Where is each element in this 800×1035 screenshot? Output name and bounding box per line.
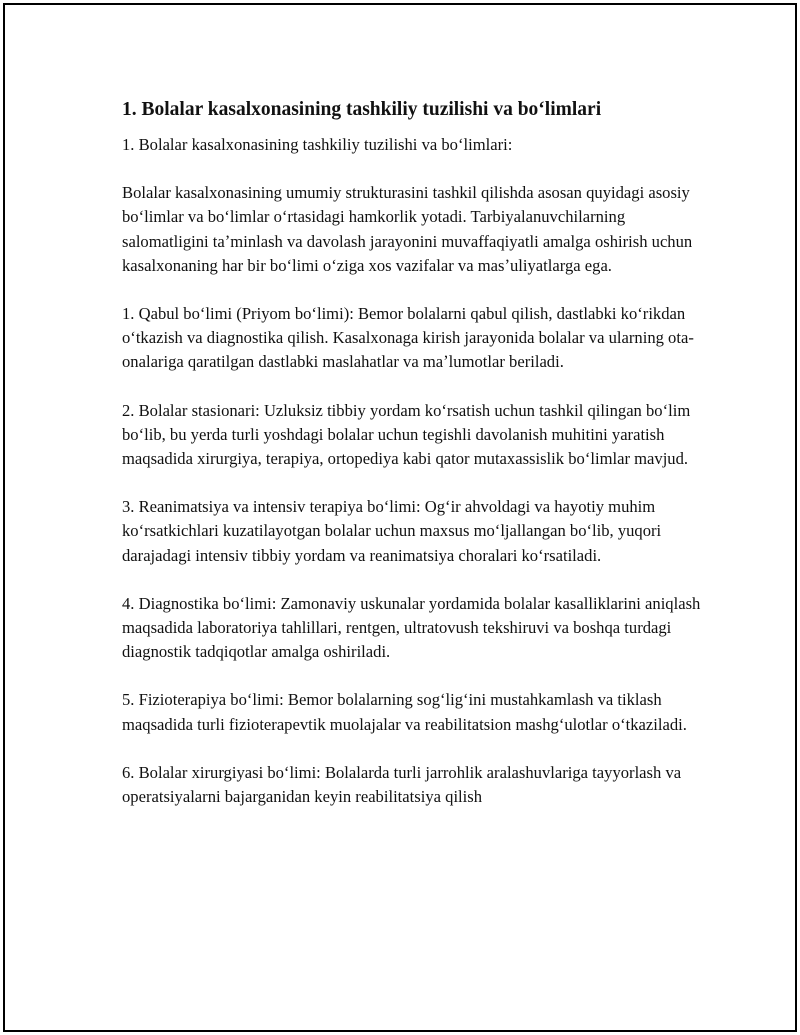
paragraph-physiotherapy-department: 5. Fizioterapiya boʻlimi: Bemor bolalarning sogʻligʻini mustahkamlash va tiklash maqsadida turli fizioterapevtik muolajalar va reabilitatsion mashgʻulotlar oʻtkaziladi.: [122, 690, 687, 734]
paragraph-inpatient-department: 2. Bolalar stasionari: Uzluksiz tibbiy yordam koʻrsatish uchun tashkil qilingan boʻlim boʻlib, bu yerda turli yoshdagi bolalar uchun tegishli davolanish muhitini yaratish maqsadida xirurgiya, terapiya, ortopediya kabi qator mutaxassislik boʻlimlar mavjud.: [122, 400, 691, 469]
paragraph-intensive-care-department: 3. Reanimatsiya va intensiv terapiya boʻlimi: Ogʻir ahvoldagi va hayotiy muhim koʻrsatkichlari kuzatilayotgan bolalar uchun maxsus moʻljallangan boʻlib, yuqori darajadagi intensiv tibbiy yordam va reanimatsiya choralari koʻrsatiladi.: [122, 497, 662, 565]
paragraph-surgery-department: 6. Bolalar xirurgiyasi boʻlimi: Bolalarda turli jarrohlik aralashuvlariga tayyorlash va operatsiyalarni bajarganidan keyin reabilitatsiya qilish: [122, 762, 682, 807]
paragraph-reception-department: 1. Qabul boʻlimi (Priyom boʻlimi): Bemor bolalarni qabul qilish, dastlabki koʻrikdan oʻtkazish va diagnostika qilish. Kasalxonaga kirish jarayonida bolalar va ularning ota-onalariga qaratilgan dastlabki maslahatlar va maʼlumotlar beriladi.: [122, 304, 694, 372]
document-title: 1. Bolalar kasalxonasining tashkiliy tuzilishi va boʻlimlari: [122, 99, 602, 120]
paragraph-intro: Bolalar kasalxonasining umumiy strukturasini tashkil qilishda asosan quyidagi asosiy boʻlimlar va boʻlimlar oʻrtasidagi hamkorlik yotadi. Tarbiyalanuvchilarning salomatligini taʼminlash va davolash jarayonini muvaffaqiyatli amalga oshirish uchun kasalxonaning har bir boʻlimi oʻziga xos vazifalar va masʼuliyatlarga ega.: [122, 183, 693, 275]
paragraph-heading: 1. Bolalar kasalxonasining tashkiliy tuzilishi va boʻlimlari:: [122, 135, 513, 154]
paragraph-diagnostics-department: 4. Diagnostika boʻlimi: Zamonaviy uskunalar yordamida bolalar kasalliklarini aniqlash maqsadida laboratoriya tahlillari, rentgen, ultratovush tekshiruvi va boshqa turdagi diagnostik tadqiqotlar amalga oshiriladi.: [122, 593, 701, 662]
document-body: [122, 97, 702, 833]
page-frame: [3, 3, 797, 1032]
